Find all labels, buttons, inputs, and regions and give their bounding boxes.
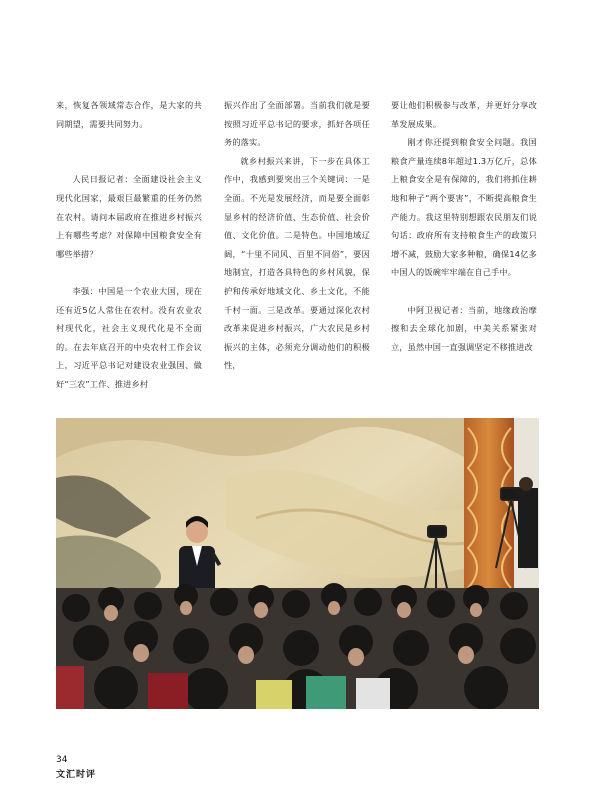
seated-audience — [56, 583, 539, 709]
text-column-1 — [56, 96, 202, 394]
magazine-logo: 文汇时评 — [56, 770, 97, 780]
paragraph: 中阿卫视记者：当前，地缘政治摩擦和去全球化加剧，中美关系紧张对立，虽然中国一直强调坚定不移推进改 — [391, 304, 537, 352]
paragraph: 来，恢复各领域常态合作，是大家的共同期望，需要共同努力。 — [56, 100, 202, 129]
press-conference-photo — [56, 418, 539, 709]
text-column-3 — [391, 96, 537, 356]
paragraph: 要让他们积极参与改革，并更好分享改革发展成果。 — [391, 100, 537, 129]
paragraph: 人民日报记者：全面建设社会主义现代化国家，最艰巨最繁重的任务仍然在农村。请问本届政府在推进乡村振兴上有哪些考虑？对保障中国粮食安全有哪些举措？ — [56, 174, 202, 259]
paragraph: 振兴作出了全面部署。当前我们就是要按照习近平总书记的要求，抓好各项任务的落实。 — [224, 100, 370, 148]
paragraph: 李强：中国是一个农业大国，现在还有近5亿人常住在农村。没有农业农村现代化，社会主义现代化是不全面的。在去年底召开的中央农村工作会议上，习近平总书记对建设农业强国、做好“三农”工作、推进乡村 — [56, 285, 202, 389]
paragraph: 就乡村振兴来讲，下一步在具体工作中，我感到要突出三个关键词：一是全面。不光是发展经济，而是要全面彰显乡村的经济价值、生态价值、社会价值、文化价值。二是特色。中国地域辽阔，“十里不同风、百里不同俗”，要因地制宜，打造各具特色的乡村风貌，保护和传承好地域文化、乡土文化，不能千村一面。三是改革。要通过深化农村改革来促进乡村振兴，广大农民是乡村振兴的主体，必须充分调动他们的积极性， — [224, 155, 370, 371]
paragraph: 刚才你还提到粮食安全问题。我国粮食产量连续8年超过1.3万亿斤，总体上粮食安全是有保障的，我们将抓住耕地和种子“两个要害”，不断提高粮食生产能力。我这里特别想跟农民朋友们说句话：政府所有支持粮食生产的政策只增不减，鼓励大家多种粮，确保14亿多中国人的饭碗牢牢端在自己手中。 — [391, 137, 537, 278]
text-column-2 — [224, 96, 370, 375]
page-number: 34 — [56, 755, 68, 765]
